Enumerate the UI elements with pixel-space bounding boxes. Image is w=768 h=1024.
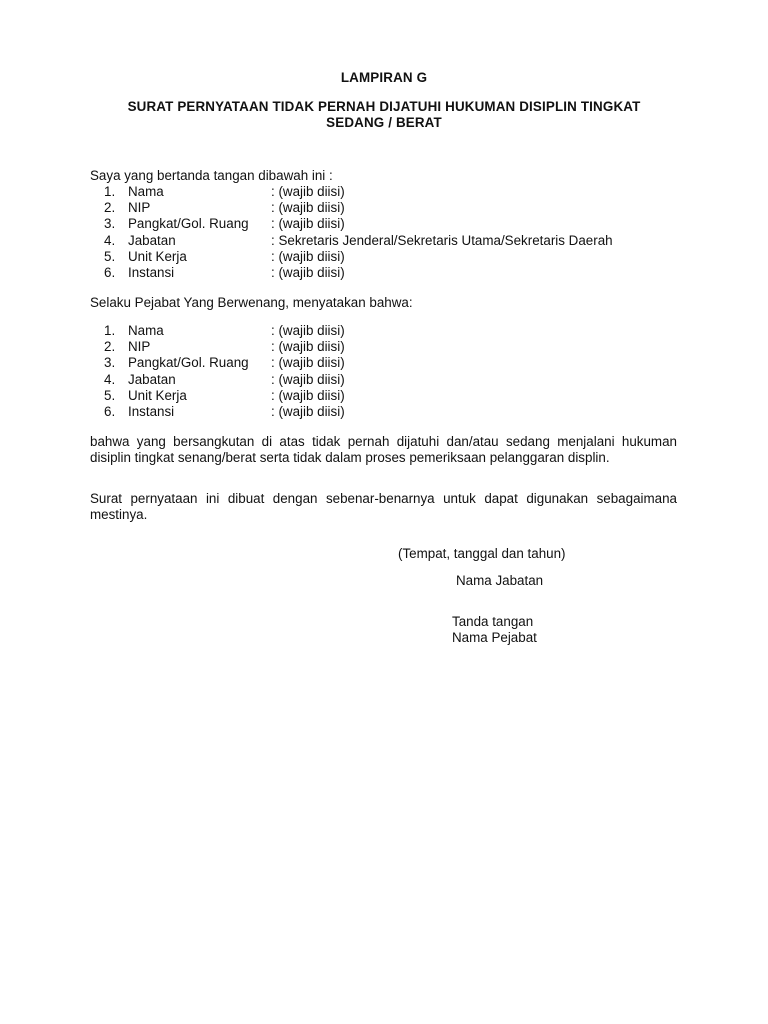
document-heading: LAMPIRAN G [340,70,428,85]
field-number: 3. [104,355,116,371]
signer-field-row [104,184,613,200]
document-title-line-1: SURAT PERNYATAAN TIDAK PERNAH DIJATUHI HUKUMAN DISIPLIN TINGKAT [127,99,641,114]
field-label: Pangkat/Gol. Ruang [128,216,249,232]
field-number: 6. [104,403,116,419]
field-number: 5. [104,248,116,264]
field-number: 3. [104,216,116,232]
field-value: : Sekretaris Jenderal/Sekretaris Utama/Sekretaris Daerah [271,232,613,248]
field-value: : (wajib diisi) [271,264,345,280]
field-number: 6. [104,264,116,280]
field-label: Instansi [128,264,175,280]
signer-field-row [104,265,613,281]
field-value: : (wajib diisi) [271,371,345,387]
subject-field-row [104,355,345,371]
field-value: : (wajib diisi) [271,200,345,216]
field-number: 4. [104,371,116,387]
field-value: : (wajib diisi) [271,339,345,355]
signer-intro: Saya yang bertanda tangan dibawah ini : [90,168,333,183]
subject-field-row [104,323,345,339]
subject-field-row [104,372,345,388]
field-label: Nama [128,323,164,338]
field-number: 4. [104,232,116,248]
field-label: Jabatan [128,371,176,387]
field-value: : (wajib diisi) [271,355,345,371]
field-value: : (wajib diisi) [271,184,345,199]
field-value: : (wajib diisi) [271,387,345,403]
field-label: Unit Kerja [128,387,187,403]
signature-name: Nama Pejabat [452,630,537,645]
field-label: NIP [128,200,151,216]
document-title [0,99,768,131]
field-label: Pangkat/Gol. Ruang [128,355,249,371]
field-value: : (wajib diisi) [271,403,345,419]
field-label: Nama [128,184,164,199]
subject-field-row [104,388,345,404]
field-number: 2. [104,200,116,216]
field-label: NIP [128,339,151,355]
signer-field-row [104,216,613,232]
signer-field-row [104,249,613,265]
field-label: Jabatan [128,232,176,248]
signature-place-date: (Tempat, tanggal dan tahun) [398,546,566,561]
closing-paragraph: Surat pernyataan ini dibuat dengan sebenar-benarnya untuk dapat digunakan sebagaimana mestinya. [90,491,677,523]
field-value: : (wajib diisi) [271,216,345,232]
field-label: Instansi [128,403,175,419]
signer-field-list [104,184,613,281]
field-number: 5. [104,387,116,403]
field-label: Unit Kerja [128,248,187,264]
field-number: 1. [104,323,116,338]
statement-paragraph: bahwa yang bersangkutan di atas tidak pernah dijatuhi dan/atau sedang menjalani hukuman disiplin tingkat senang/berat serta tidak dalam proses pemeriksaan pelanggaran displin. [90,434,677,466]
signer-field-row [104,233,613,249]
field-number: 1. [104,184,116,199]
subject-field-row [104,404,345,420]
field-value: : (wajib diisi) [271,248,345,264]
subject-field-row [104,339,345,355]
subject-intro: Selaku Pejabat Yang Berwenang, menyatakan bahwa: [90,295,413,310]
signer-field-row [104,200,613,216]
field-number: 2. [104,339,116,355]
document-title-line-2: SEDANG / BERAT [326,115,442,131]
signature-placeholder: Tanda tangan [452,614,534,629]
signature-position: Nama Jabatan [456,573,544,588]
field-value: : (wajib diisi) [271,323,345,338]
subject-field-list [104,323,345,420]
